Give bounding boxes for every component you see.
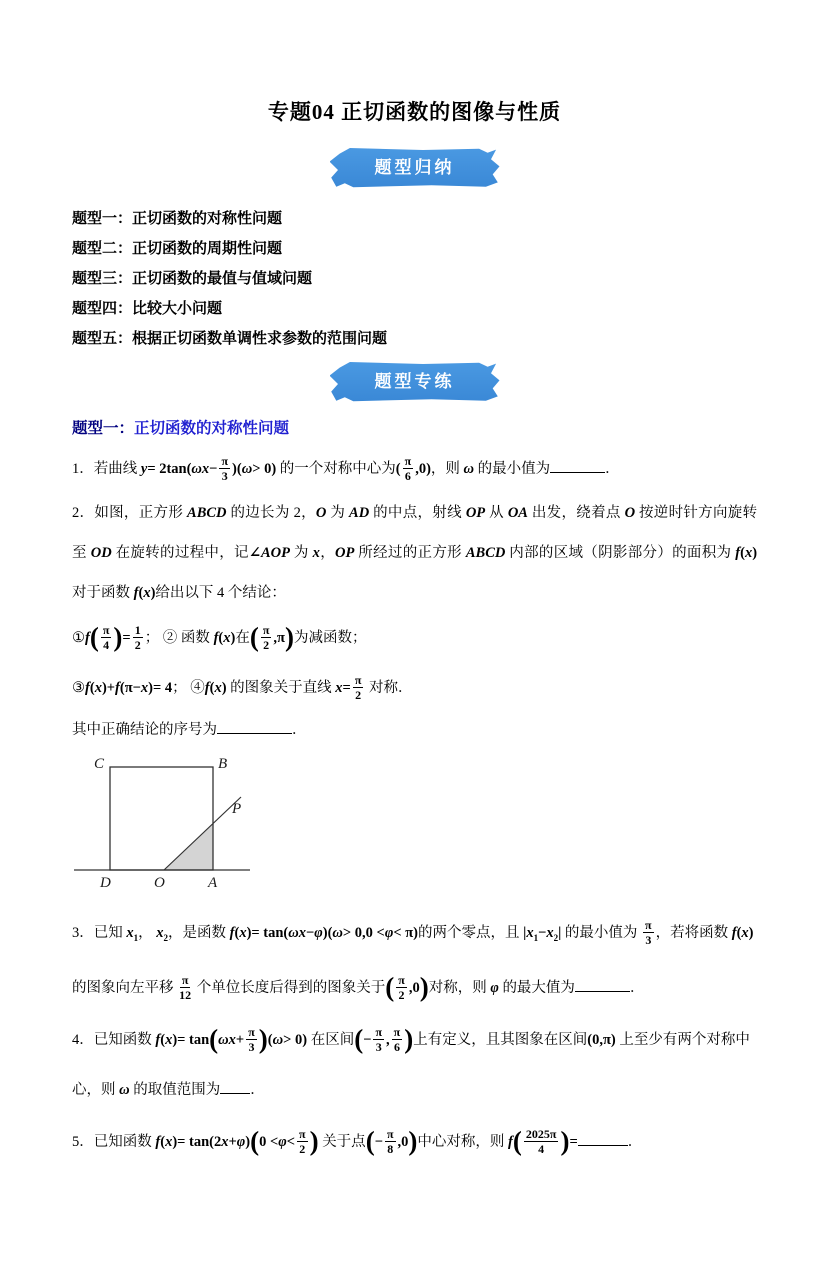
math-run: )+	[101, 680, 116, 696]
math-run: ,	[386, 1031, 390, 1048]
text-run: 的图象向左平移	[72, 979, 178, 996]
text-run: 给出以下 4 个结论：	[155, 585, 286, 601]
type-list-item-5: 题型五：根据正切函数单调性求参数的范围问题	[72, 330, 388, 347]
math-var-run: ABCD	[187, 505, 227, 521]
math-var-run: f	[731, 925, 737, 941]
banner-type-summary	[330, 148, 500, 188]
fraction-denominator: 3	[375, 1039, 382, 1054]
math-run: (	[740, 545, 745, 561]
math-run: (	[218, 630, 224, 646]
fraction	[385, 1128, 396, 1155]
text-run: ．	[292, 722, 307, 738]
math-run: )= tan(2	[172, 1133, 222, 1150]
text-run: 个单位长度后得到的图象关于	[193, 979, 386, 996]
problem-2-text	[72, 493, 757, 613]
text-run: 内部的区域（阴影部分）的面积为	[505, 545, 736, 561]
big-paren: (	[209, 1023, 219, 1054]
big-paren: )	[419, 971, 429, 1002]
fraction-numerator: π	[386, 1126, 394, 1141]
big-paren: (	[89, 621, 99, 652]
math-run: (	[138, 585, 144, 601]
text-run: 的图象关于直线	[226, 680, 336, 696]
math-run: < π)	[393, 925, 418, 941]
text-run: 的一个对称中心为	[276, 461, 396, 477]
text-run: 1．若曲线	[72, 461, 141, 477]
fraction	[643, 919, 654, 946]
problem-2-figure	[72, 753, 757, 906]
big-paren: )	[258, 1023, 268, 1054]
fraction	[297, 1128, 308, 1155]
vertex-label-c: C	[94, 756, 105, 772]
vertex-label-o: O	[154, 875, 165, 891]
fraction-numerator: π	[102, 623, 110, 638]
math-run: ∠	[248, 545, 261, 561]
fraction-denominator: 6	[404, 468, 411, 483]
text-run: 的最小值为	[474, 461, 551, 477]
big-paren: (	[354, 1023, 364, 1054]
math-var-run: y	[140, 461, 148, 477]
fraction-denominator: 2	[355, 687, 362, 702]
text-run: 的中点，射线	[369, 505, 466, 521]
fraction-numerator: π	[181, 972, 189, 987]
math-var-run: f	[508, 1133, 513, 1150]
banner-type-practice-label: 题型专练	[374, 372, 455, 391]
section-header-title: 正切函数的对称性问题	[134, 420, 290, 437]
fraction-denominator: 2	[299, 1141, 306, 1156]
square-figure-svg	[72, 753, 254, 901]
math-run: )= tan(	[246, 925, 289, 941]
math-run: +	[235, 1031, 245, 1048]
math-var-run: x	[312, 545, 320, 561]
math-run: > 0)	[283, 1031, 308, 1048]
math-run: (0,π)	[587, 1031, 616, 1048]
math-var-run: φ	[384, 925, 394, 941]
text-run: 出发，绕着点	[527, 505, 625, 521]
section-header-type1	[72, 417, 757, 441]
text-run: ．	[250, 1081, 265, 1098]
math-run: −	[538, 925, 547, 941]
math-run: |	[523, 925, 527, 941]
text-run: ．	[605, 461, 620, 477]
math-run: ,0	[408, 979, 420, 996]
answer-blank	[220, 1078, 250, 1094]
math-var-run: x	[221, 1133, 229, 1150]
math-run: <	[286, 1133, 295, 1150]
big-paren: (	[385, 971, 395, 1002]
text-run: 在	[235, 630, 250, 646]
math-var-run: ABCD	[465, 545, 506, 561]
doc-title: 专题04 正切函数的图像与性质	[267, 100, 562, 124]
text-run: 的两个零点，且	[417, 925, 524, 941]
text-run: 的边长为 2，	[226, 505, 316, 521]
math-var-run: x	[214, 680, 222, 696]
math-run: ,0)	[415, 461, 431, 477]
subscripted-var	[156, 925, 168, 941]
text-run: ； ② 函数	[144, 630, 214, 646]
math-run: −	[374, 1133, 383, 1150]
fraction-denominator: 3	[221, 468, 228, 483]
type-list-item-4: 题型四：比较大小问题	[72, 300, 223, 317]
problem-2-answer-line	[72, 713, 757, 747]
math-run: +	[228, 1133, 237, 1150]
math-run: )= tan	[172, 1031, 210, 1048]
problem-2-conclusions-line2	[72, 663, 757, 713]
math-var-run: OP	[465, 505, 486, 521]
fraction-denominator: 4	[538, 1141, 545, 1156]
text-run: ，	[138, 925, 157, 941]
fraction-denominator: 12	[179, 987, 192, 1002]
answer-blank	[578, 1130, 628, 1146]
big-paren: )	[560, 1125, 570, 1156]
math-var-run: ω	[119, 1081, 130, 1098]
subscript-index: 2	[553, 932, 559, 943]
fraction	[396, 974, 407, 1001]
math-run: =	[342, 680, 351, 696]
text-run: ，	[319, 545, 336, 561]
math-run: (	[89, 680, 95, 696]
math-var-run: AD	[349, 505, 370, 521]
math-run: > 0,0 <	[342, 925, 385, 941]
text-run: 上至少有两个对称中心，则	[72, 1031, 750, 1098]
subscript-base: x	[526, 925, 534, 941]
vertex-label-p: P	[232, 801, 242, 817]
math-var-run: x	[223, 630, 231, 646]
math-var-run: x	[239, 925, 247, 941]
text-run: 在旋转的过程中，记	[111, 545, 249, 561]
fraction-denominator: 3	[645, 932, 652, 947]
fraction-denominator: 2	[134, 637, 141, 652]
big-paren: (	[250, 1125, 260, 1156]
subscript-base: x	[126, 925, 134, 941]
math-run: |	[558, 925, 562, 941]
text-run: 2．如图，正方形	[72, 505, 188, 521]
math-var-run: ω	[332, 925, 343, 941]
vertex-label-b: B	[218, 756, 228, 772]
answer-blank	[575, 976, 630, 992]
text-run: 关于点	[318, 1133, 366, 1150]
math-run: (	[234, 925, 240, 941]
text-run: 3．已知	[72, 925, 127, 941]
math-var-run: O	[624, 505, 636, 521]
math-run: )(	[232, 461, 242, 477]
fraction-numerator: π	[375, 1024, 383, 1039]
math-var-run: x	[143, 585, 151, 601]
big-paren: (	[365, 1125, 375, 1156]
math-var-run: f	[229, 925, 235, 941]
text-run: 的取值范围为	[129, 1081, 221, 1098]
fraction-denominator: 4	[103, 637, 110, 652]
math-run: )	[752, 545, 758, 561]
subscript-index: 1	[533, 932, 539, 943]
fraction-numerator: 2025π	[525, 1126, 557, 1141]
fraction-numerator: π	[262, 623, 270, 638]
math-var-run: x	[140, 680, 149, 696]
banner-type-practice	[330, 362, 500, 402]
fraction	[179, 974, 191, 1001]
math-var-run: x	[165, 1133, 173, 1150]
fraction	[246, 1026, 257, 1053]
math-var-run: ω	[241, 461, 253, 477]
math-var-run: f	[155, 1031, 161, 1048]
math-run: (	[160, 1133, 166, 1150]
math-run: )= 4	[148, 680, 173, 696]
math-run: (	[209, 680, 215, 696]
vertex-label-a: A	[208, 875, 218, 891]
fraction	[219, 455, 230, 482]
banner-type-summary-label: 题型归纳	[374, 158, 455, 177]
fraction-numerator: π	[393, 1024, 401, 1039]
math-var-run: f	[133, 585, 139, 601]
text-run: ，则	[430, 461, 464, 477]
fraction-numerator: π	[298, 1126, 306, 1141]
math-var-run: f	[204, 680, 210, 696]
math-run: 0 <	[259, 1133, 279, 1150]
math-run: −	[363, 1031, 372, 1048]
math-run: )	[245, 1133, 251, 1150]
fraction-numerator: π	[221, 454, 229, 469]
math-var-run: ω	[272, 1031, 284, 1048]
math-var-run: x	[335, 680, 343, 696]
subscript-base: x	[546, 925, 554, 941]
fraction-denominator: 2	[398, 987, 405, 1002]
fraction	[392, 1026, 403, 1053]
fraction	[353, 674, 364, 701]
math-run: (π−	[119, 680, 141, 696]
math-run: )	[150, 585, 156, 601]
text-run: 从	[485, 505, 508, 521]
math-var-run: f	[85, 680, 90, 696]
text-run: 为	[326, 505, 350, 521]
big-paren: )	[404, 1023, 414, 1054]
math-var-run: x	[94, 680, 102, 696]
math-var-run: x	[741, 925, 749, 941]
math-var-run: OA	[507, 505, 528, 521]
problem-5-text	[72, 1117, 757, 1167]
subscript-index: 1	[133, 932, 139, 943]
fraction-numerator: π	[645, 918, 652, 933]
fraction	[101, 624, 112, 651]
text-run: ．	[627, 1133, 643, 1150]
answer-blank	[550, 458, 605, 474]
fraction-denominator: 8	[387, 1141, 394, 1156]
math-var-run: OP	[335, 545, 355, 561]
text-run: 的最小值为	[561, 925, 642, 941]
math-var-run: f	[115, 680, 120, 696]
math-var-run: x	[165, 1031, 173, 1048]
big-paren: (	[249, 621, 259, 652]
subscripted-var	[126, 925, 138, 941]
problem-1-text	[72, 447, 757, 491]
text-run: ，若将函数	[655, 925, 732, 941]
math-var-run: AOP	[261, 545, 290, 561]
type-list-item-2: 题型二：正切函数的周期性问题	[72, 240, 283, 257]
text-run: 对于函数	[72, 585, 134, 601]
math-var-run: ωx	[191, 461, 210, 477]
text-run: 按逆时针方向旋转至	[72, 505, 758, 561]
math-run: (	[160, 1031, 166, 1048]
math-var-run: φ	[278, 1133, 287, 1150]
math-run: (	[736, 925, 742, 941]
fraction-denominator: 2	[263, 637, 270, 652]
text-run: 为减函数；	[294, 630, 367, 646]
text-run: 对称，则	[428, 979, 491, 996]
fraction-numerator: π	[354, 673, 362, 688]
text-run: 对称．	[365, 680, 413, 696]
text-run: ； ④	[172, 680, 205, 696]
subscript-base: x	[156, 925, 164, 941]
math-var-run: φ	[236, 1133, 246, 1150]
math-run: > 0)	[252, 461, 277, 477]
text-run: 所经过的正方形	[354, 545, 466, 561]
math-var-run: ω	[463, 461, 475, 477]
text-run: ③	[72, 680, 85, 696]
text-run: 其中正确结论的序号为	[72, 722, 217, 738]
math-run: )	[748, 925, 754, 941]
math-var-run: f	[213, 630, 219, 646]
answer-blank	[217, 719, 292, 735]
fraction	[133, 624, 143, 651]
big-paren: )	[113, 621, 123, 652]
text-run: 4．已知函数	[72, 1031, 156, 1048]
document-page	[0, 96, 827, 1167]
subscripted-var	[546, 925, 558, 941]
text-run: 为	[290, 545, 313, 561]
text-run: 在区间	[307, 1031, 355, 1048]
fraction-numerator: π	[398, 972, 405, 987]
vertex-label-d: D	[100, 875, 111, 891]
text-run: 中心对称，则	[417, 1133, 509, 1150]
text-run: ①	[72, 630, 85, 646]
fraction	[373, 1026, 384, 1053]
type-list-item-1: 题型一：正切函数的对称性问题	[72, 210, 283, 227]
big-paren: (	[512, 1125, 522, 1156]
text-run: ．	[629, 979, 645, 996]
math-run: )	[230, 630, 236, 646]
math-run: −	[306, 925, 315, 941]
math-run: =	[569, 1133, 578, 1150]
fraction-denominator: 3	[248, 1039, 255, 1054]
math-run: )(	[322, 925, 333, 941]
fraction	[261, 624, 272, 651]
fraction-numerator: π	[248, 1024, 255, 1039]
text-run: 的最大值为	[498, 979, 575, 996]
problem-2-conclusions-line1	[72, 613, 757, 663]
big-paren: )	[408, 1125, 418, 1156]
math-var-run: f	[85, 630, 90, 646]
math-var-run: O	[315, 505, 327, 521]
math-run: (	[395, 461, 401, 477]
big-paren: )	[285, 621, 294, 652]
math-run: = 2tan(	[147, 461, 192, 477]
problem-3-text	[72, 908, 757, 1013]
fraction-numerator: π	[404, 454, 412, 469]
type-list	[72, 204, 757, 354]
math-run: ,0	[397, 1133, 409, 1150]
text-run: ，是函数	[168, 925, 230, 941]
math-var-run: x	[744, 545, 753, 561]
fraction-denominator: 6	[393, 1039, 400, 1054]
big-paren: )	[309, 1125, 319, 1156]
fraction-numerator: 1	[134, 623, 141, 638]
math-var-run: φ	[314, 925, 323, 941]
math-run: )	[221, 680, 227, 696]
fraction	[403, 455, 414, 482]
section-header-prefix: 题型一：	[72, 420, 135, 437]
math-run: =	[122, 630, 131, 646]
fraction	[524, 1128, 559, 1155]
subscript-index: 2	[163, 932, 168, 943]
math-var-run: OD	[90, 545, 112, 561]
math-var-run: ωx	[218, 1031, 236, 1048]
type-list-item-3: 题型三：正切函数的最值与值域问题	[72, 270, 313, 287]
problem-4-text	[72, 1015, 757, 1115]
text-run: 上有定义，且其图象在区间	[413, 1031, 588, 1048]
math-var-run: f	[155, 1133, 161, 1150]
math-run: −	[209, 461, 218, 477]
math-var-run: f	[735, 545, 741, 561]
math-var-run: ωx	[288, 925, 306, 941]
math-run: ,π	[273, 630, 285, 646]
text-run: 5．已知函数	[72, 1133, 156, 1150]
math-var-run: φ	[490, 979, 499, 996]
math-run: (	[267, 1031, 273, 1048]
subscripted-var	[526, 925, 538, 941]
